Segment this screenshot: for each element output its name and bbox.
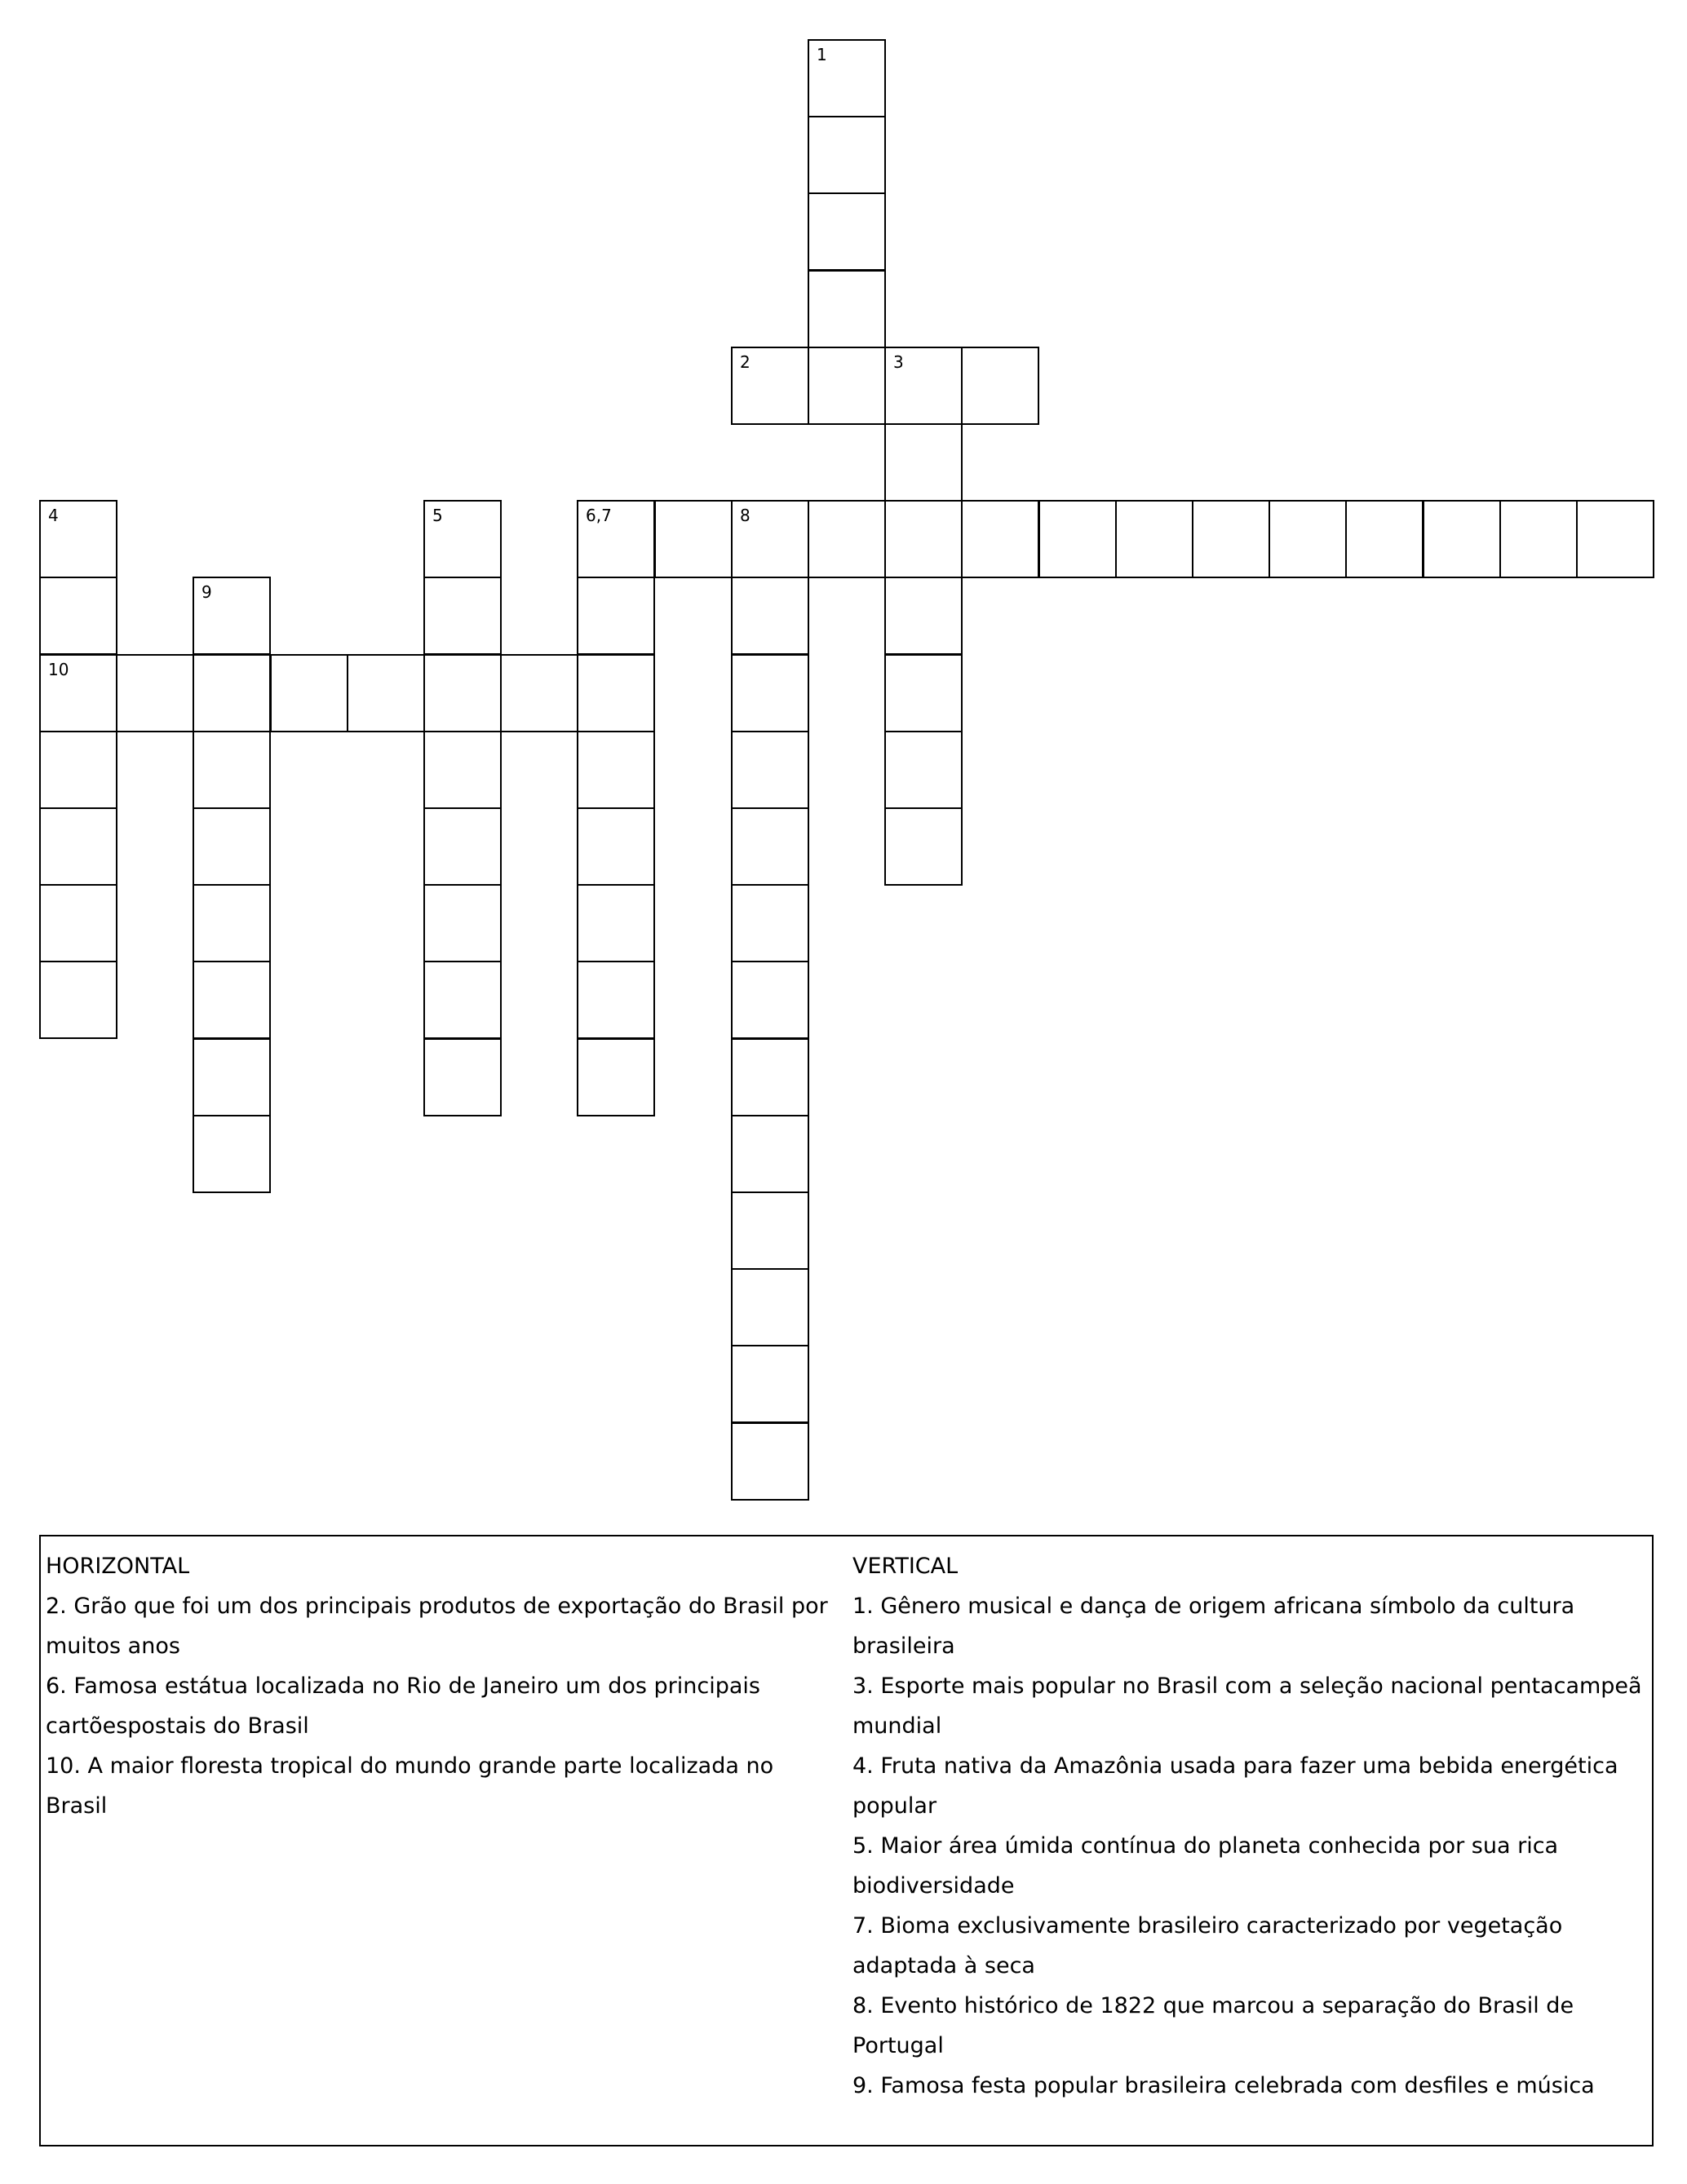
clue-number-label: 8 [740,506,751,525]
crossword-cell[interactable] [1192,500,1270,578]
crossword-cell[interactable] [423,731,502,809]
crossword-cell[interactable] [961,500,1039,578]
crossword-cell[interactable] [193,807,271,886]
horizontal-clue-10: 10. A maior floresta tropical do mundo grande parte localizada no Brasil [46,1753,774,1819]
crossword-cell[interactable] [731,654,809,732]
vertical-clue-9: 9. Famosa festa popular brasileira celebrada com desfiles e música [852,2073,1595,2098]
crossword-cell[interactable] [808,347,886,425]
crossword-cell[interactable] [1269,500,1347,578]
crossword-cell[interactable] [654,500,733,578]
crossword-cell[interactable] [808,270,886,348]
crossword-cell[interactable] [39,500,117,578]
crossword-cell[interactable] [423,884,502,962]
crossword-cell[interactable] [193,1115,271,1193]
crossword-cell[interactable] [577,807,655,886]
crossword-cell[interactable] [1499,500,1578,578]
crossword-cell[interactable] [1576,500,1654,578]
crossword-cell[interactable] [731,1038,809,1116]
crossword-cell[interactable] [116,654,194,732]
crossword-cell[interactable] [731,577,809,655]
clues-box [39,1535,1654,2146]
crossword-cell[interactable] [731,961,809,1039]
vertical-heading: VERTICAL [852,1554,959,1579]
vertical-clue-3: 3. Esporte mais popular no Brasil com a seleção nacional pentacampeã mundial [852,1673,1642,1739]
crossword-cell[interactable] [808,192,886,271]
horizontal-heading: HORIZONTAL [46,1554,190,1579]
crossword-cell[interactable] [961,347,1039,425]
crossword-cell[interactable] [884,731,963,809]
vertical-clue-4: 4. Fruta nativa da Amazônia usada para fazer uma bebida energética popular [852,1753,1618,1819]
crossword-cell[interactable] [1115,500,1193,578]
vertical-clue-5: 5. Maior área úmida contínua do planeta conhecida por sua rica biodiversidade [852,1833,1559,1899]
crossword-cell[interactable] [193,654,271,732]
crossword-cell[interactable] [39,961,117,1039]
crossword-cell[interactable] [731,1191,809,1270]
clue-number-label: 6,7 [586,506,612,525]
clue-number-label: 10 [48,660,69,679]
crossword-cell[interactable] [423,1038,502,1116]
clue-number-label: 4 [48,506,59,525]
crossword-cell[interactable] [1345,500,1424,578]
crossword-cell[interactable] [39,577,117,655]
crossword-cell[interactable] [577,654,655,732]
crossword-cell[interactable] [270,654,348,732]
vertical-clue-1: 1. Gênero musical e dança de origem africana símbolo da cultura brasileira [852,1594,1575,1659]
crossword-cell[interactable] [731,1115,809,1193]
crossword-cell[interactable] [193,577,271,655]
vertical-clue-7: 7. Bioma exclusivamente brasileiro caracterizado por vegetação adaptada à seca [852,1913,1563,1978]
crossword-cell[interactable] [731,731,809,809]
crossword-cell[interactable] [423,961,502,1039]
crossword-cell[interactable] [731,500,809,578]
crossword-cell[interactable] [423,500,502,578]
clue-number-label: 3 [893,352,904,372]
horizontal-clue-2: 2. Grão que foi um dos principais produtos de exportação do Brasil por muitos anos [46,1594,828,1659]
crossword-cell[interactable] [39,654,117,732]
crossword-cell[interactable] [193,731,271,809]
crossword-cell[interactable] [884,577,963,655]
crossword-cell[interactable] [39,884,117,962]
crossword-cell[interactable] [423,577,502,655]
crossword-cell[interactable] [193,961,271,1039]
crossword-cell[interactable] [731,347,809,425]
crossword-cell[interactable] [884,500,963,578]
crossword-cell[interactable] [423,807,502,886]
crossword-cell[interactable] [884,807,963,886]
crossword-cell[interactable] [731,807,809,886]
crossword-cell[interactable] [884,654,963,732]
crossword-cell[interactable] [1038,500,1117,578]
crossword-cell[interactable] [500,654,578,732]
crossword-cell[interactable] [577,961,655,1039]
crossword-cell[interactable] [577,500,655,578]
crossword-cell[interactable] [39,731,117,809]
crossword-cell[interactable] [39,807,117,886]
clue-number-label: 2 [740,352,751,372]
crossword-cell[interactable] [1423,500,1501,578]
vertical-clue-8: 8. Evento histórico de 1822 que marcou a separação do Brasil de Portugal [852,1993,1574,2058]
crossword-cell[interactable] [731,1422,809,1501]
clue-number-label: 9 [201,582,212,602]
crossword-cell[interactable] [808,39,886,117]
crossword-cell[interactable] [193,1038,271,1116]
crossword-cell[interactable] [347,654,425,732]
crossword-cell[interactable] [731,1268,809,1346]
crossword-cell[interactable] [731,1345,809,1423]
crossword-cell[interactable] [731,884,809,962]
crossword-cell[interactable] [193,884,271,962]
crossword-cell[interactable] [577,731,655,809]
clue-number-label: 1 [817,45,827,64]
crossword-cell[interactable] [577,577,655,655]
crossword-cell[interactable] [884,423,963,502]
vertical-clues [852,1546,1648,2106]
horizontal-clue-6: 6. Famosa estátua localizada no Rio de Janeiro um dos principais cartõespostais do Brasil [46,1673,760,1739]
crossword-cell[interactable] [577,884,655,962]
crossword-cell[interactable] [808,500,886,578]
clue-number-label: 5 [432,506,443,525]
crossword-cell[interactable] [808,116,886,194]
crossword-cell[interactable] [577,1038,655,1116]
crossword-cell[interactable] [884,347,963,425]
horizontal-clues [46,1546,841,1826]
crossword-cell[interactable] [423,654,502,732]
